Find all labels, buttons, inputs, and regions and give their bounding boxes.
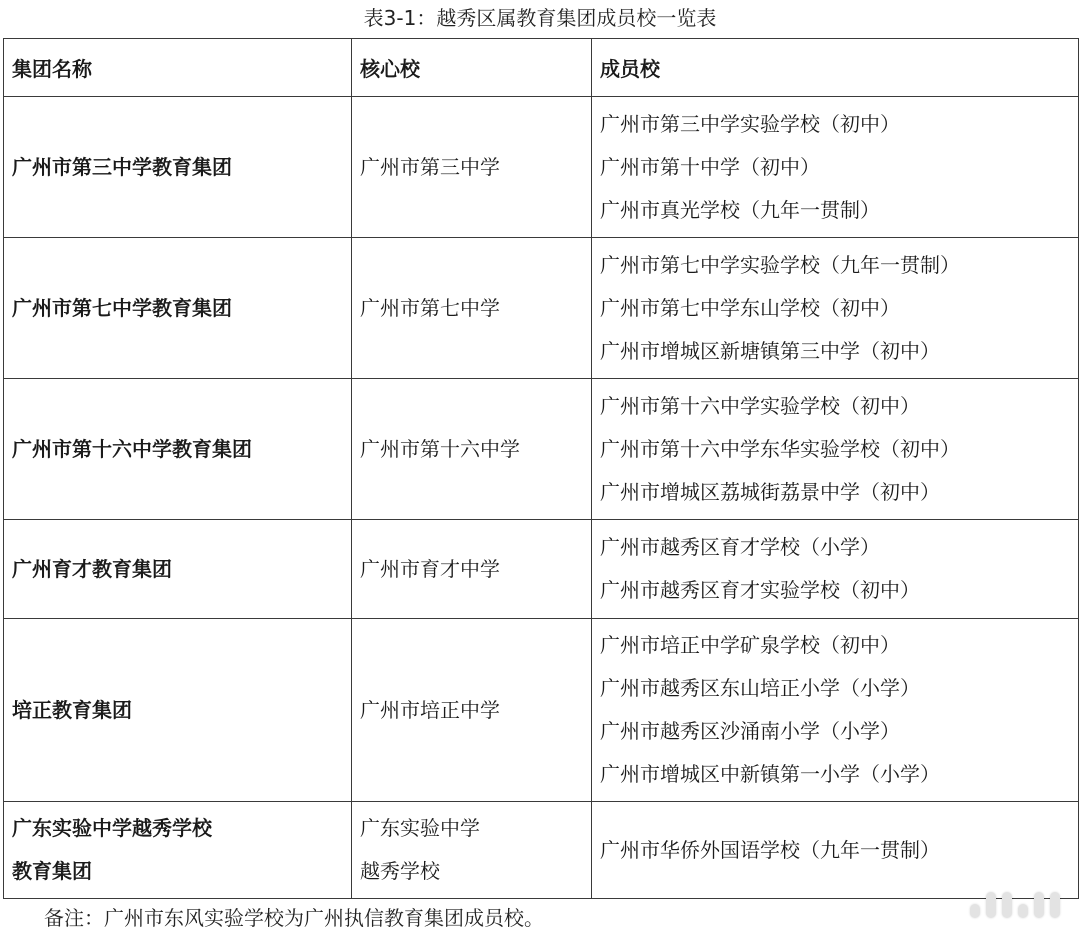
member-schools-cell [592, 379, 1079, 520]
footnote: 备注：广州市东风实验学校为广州执信教育集团成员校。 [44, 906, 544, 930]
member-school: 广州市第三中学实验学校（初中） [600, 111, 900, 136]
member-school: 广州市第十六中学实验学校（初中） [600, 393, 920, 418]
core-school: 越秀学校 [360, 859, 440, 883]
member-school: 广州市越秀区东山培正小学（小学） [600, 676, 920, 700]
member-school: 广州市增城区新塘镇第三中学（初中） [600, 338, 940, 363]
group-name-cell [4, 379, 352, 520]
header-core-school: 核心校 [352, 39, 592, 97]
member-school: 广州市培正中学矿泉学校（初中） [600, 633, 900, 657]
group-name-cell [4, 520, 352, 619]
table-caption: 表3-1：越秀区属教育集团成员校一览表 [363, 6, 717, 30]
member-school: 广州市第七中学东山学校（初中） [600, 295, 900, 320]
member-school: 广州市增城区中新镇第一小学（小学） [600, 762, 940, 786]
member-schools-cell [592, 97, 1079, 238]
table-row [4, 379, 1079, 520]
table-row [4, 97, 1079, 238]
group-name: 广州市第三中学教育集团 [12, 154, 232, 179]
member-school: 广州市第七中学实验学校（九年一贯制） [600, 252, 960, 277]
core-school-cell [352, 802, 592, 899]
member-school: 广州市越秀区育才实验学校（初中） [600, 578, 920, 602]
core-school-cell [352, 379, 592, 520]
group-name: 广东实验中学越秀学校 [12, 816, 212, 840]
member-schools-cell [592, 238, 1079, 379]
member-school: 广州市第十六中学东华实验学校（初中） [600, 436, 960, 461]
group-name-cell [4, 802, 352, 899]
table-row [4, 619, 1079, 802]
header-group-name: 集团名称 [4, 39, 352, 97]
core-school-cell [352, 520, 592, 619]
group-name: 广州市第十六中学教育集团 [12, 436, 252, 461]
member-school: 广州市增城区荔城街荔景中学（初中） [600, 479, 940, 504]
group-name-cell [4, 238, 352, 379]
group-name: 广州市第七中学教育集团 [12, 295, 232, 320]
core-school: 广州市第七中学 [360, 295, 500, 320]
table-header-row [4, 39, 1079, 97]
table-row [4, 238, 1079, 379]
member-school: 广州市越秀区育才学校（小学） [600, 535, 880, 559]
core-school: 广州市培正中学 [360, 697, 500, 722]
member-school: 广州市华侨外国语学校（九年一贯制） [600, 837, 940, 862]
member-school: 广州市第十中学（初中） [600, 154, 820, 179]
education-groups-table [3, 38, 1079, 899]
core-school-cell [352, 238, 592, 379]
header-member-schools: 成员校 [592, 39, 1079, 97]
core-school-cell [352, 97, 592, 238]
member-school: 广州市真光学校（九年一贯制） [600, 197, 880, 222]
member-schools-cell [592, 619, 1079, 802]
core-school: 广州市第三中学 [360, 154, 500, 179]
group-name: 广州育才教育集团 [12, 556, 172, 581]
member-schools-cell [592, 802, 1079, 899]
group-name-cell [4, 97, 352, 238]
core-school: 广州市育才中学 [360, 556, 500, 581]
table-row [4, 802, 1079, 899]
group-name: 教育集团 [12, 859, 92, 883]
core-school: 广东实验中学 [360, 816, 480, 840]
group-name-cell [4, 619, 352, 802]
member-school: 广州市越秀区沙涌南小学（小学） [600, 719, 900, 743]
group-name: 培正教育集团 [12, 697, 132, 722]
core-school: 广州市第十六中学 [360, 436, 520, 461]
watermark-graphic [970, 892, 1060, 918]
table-row [4, 520, 1079, 619]
core-school-cell [352, 619, 592, 802]
member-schools-cell [592, 520, 1079, 619]
